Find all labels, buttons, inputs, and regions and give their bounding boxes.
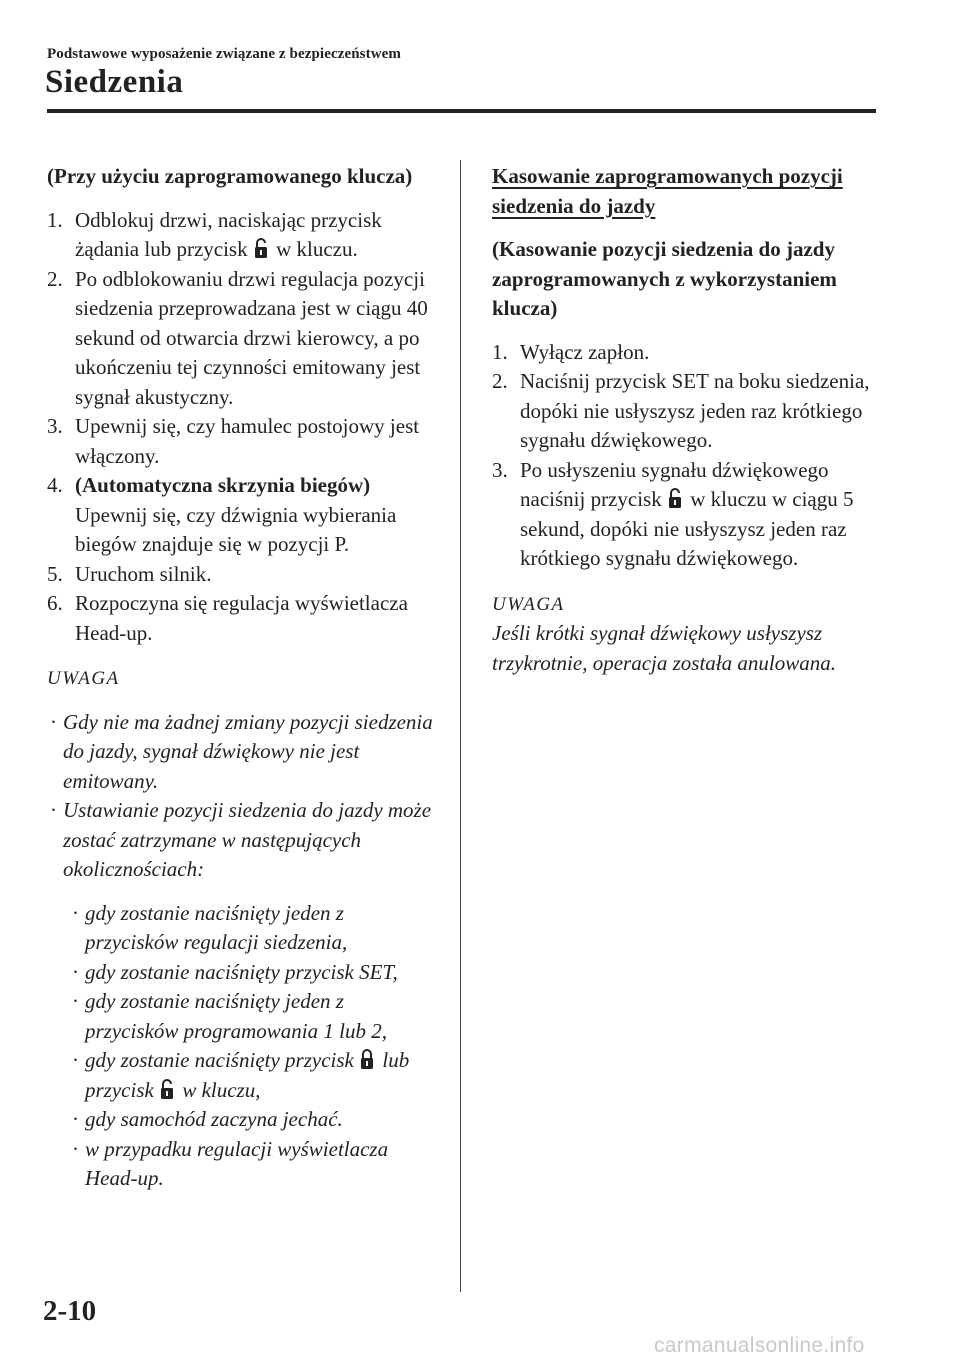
- sub-note-text: lub przycisk: [85, 1048, 410, 1102]
- step-text: Po usłyszeniu sygnału dźwiękowego naciśnij przycisk: [520, 457, 829, 511]
- step-text: Upewnij się, czy dźwignia wybierania biegów znajduje się w pozycji P.: [75, 502, 397, 556]
- sub-note-item: [47, 1046, 437, 1105]
- page-number: 2-10: [43, 1295, 97, 1327]
- sub-note-text: gdy zostanie naciśnięty jeden z przycisków programowania 1 lub 2,: [85, 989, 387, 1043]
- bullet-icon: ·: [72, 1136, 79, 1161]
- step-number: 4.: [47, 473, 63, 497]
- note-label: UWAGA: [492, 593, 565, 615]
- step-text: Upewnij się, czy hamulec postojowy jest włączony.: [75, 414, 420, 468]
- step-item: [47, 471, 437, 560]
- sub-note-text: gdy samochód zaczyna jechać.: [85, 1107, 343, 1131]
- step-text: Odblokuj drzwi, naciskając przycisk żądania lub przycisk: [75, 207, 382, 261]
- left-column: [47, 162, 437, 1194]
- step-number: 5.: [47, 561, 63, 586]
- step-number: 1.: [492, 339, 508, 364]
- lock-icon: [361, 1049, 373, 1069]
- section-label: Podstawowe wyposażenie związane z bezpieczeństwem: [47, 46, 401, 62]
- bullet-icon: ·: [72, 900, 79, 925]
- sub-note-item: [47, 958, 437, 988]
- unlock-icon: [255, 238, 267, 258]
- unlock-icon: [161, 1079, 173, 1099]
- step-text: Naciśnij przycisk SET na boku siedzenia, dopóki nie usłyszysz jeden raz krótkiego sygnału dźwiękowego.: [520, 369, 870, 452]
- sub-note-text: gdy zostanie naciśnięty przycisk SET,: [85, 959, 398, 984]
- right-column: [492, 162, 887, 678]
- step-item: [47, 206, 437, 265]
- step-item: [492, 456, 887, 574]
- watermark: carmanualsonline.info: [654, 1334, 865, 1357]
- section-heading: Kasowanie zaprogramowanych pozycji siedzenia do jazdy: [492, 164, 843, 218]
- sub-note-text: gdy zostanie naciśnięty przycisk: [85, 1048, 354, 1072]
- step-text: Wyłącz zapłon.: [520, 339, 650, 364]
- header-divider: [47, 109, 876, 113]
- left-steps: [47, 206, 437, 649]
- sub-note-list: [47, 899, 437, 1194]
- sub-note-text: w przypadku regulacji wyświetlacza Head-up.: [85, 1136, 389, 1190]
- sub-note-item: [47, 987, 437, 1046]
- sub-note-item: [47, 1105, 437, 1135]
- bullet-icon: ·: [50, 798, 57, 822]
- right-steps: [492, 338, 887, 574]
- note-item: [47, 708, 437, 797]
- bullet-icon: ·: [72, 1048, 79, 1072]
- right-subheading: (Kasowanie pozycji siedzenia do jazdy zaprogramowanych z wykorzystaniem klucza): [492, 237, 837, 320]
- page-title: Siedzenia: [45, 64, 184, 100]
- sub-note-text: w kluczu,: [182, 1077, 261, 1102]
- sub-note-item: [47, 899, 437, 958]
- note-text: Gdy nie ma żadnej zmiany pozycji siedzenia do jazdy, sygnał dźwiękowy nie jest emitowany.: [63, 709, 433, 793]
- step-text: w kluczu w ciągu 5 sekund, dopóki nie usłyszysz jeden raz krótkiego sygnału dźwiękowego.: [520, 487, 854, 570]
- note-item: [47, 796, 437, 1194]
- bullet-icon: ·: [72, 959, 79, 984]
- step-number: 2.: [47, 266, 63, 291]
- step-number: 2.: [492, 369, 508, 393]
- step-number: 3.: [47, 414, 63, 438]
- bullet-icon: ·: [72, 989, 79, 1013]
- step-number: 1.: [47, 207, 63, 232]
- note-label: UWAGA: [47, 668, 120, 689]
- step-text: Po odblokowaniu drzwi regulacja pozycji siedzenia przeprowadzana jest w ciągu 40 sekund od otwarcia drzwi kierowcy, a po ukończeniu tej czynności emitowany jest sygnał akustyczny.: [75, 266, 428, 409]
- note-text: Ustawianie pozycji siedzenia do jazdy może zostać zatrzymane w następujących okolicznościach:: [63, 798, 432, 881]
- bullet-icon: ·: [50, 709, 57, 734]
- step-item: [47, 412, 437, 471]
- step-text: Rozpoczyna się regulacja wyświetlacza Head-up.: [75, 591, 408, 645]
- bullet-icon: ·: [72, 1107, 79, 1131]
- left-subheading: (Przy użyciu zaprogramowanego klucza): [47, 164, 413, 188]
- step-text: w kluczu.: [276, 237, 358, 261]
- step-item: [492, 367, 887, 456]
- step-item: [47, 265, 437, 413]
- step-item: [47, 589, 437, 648]
- step-number: 3.: [492, 457, 508, 482]
- unlock-icon: [669, 488, 681, 508]
- sub-note-item: [47, 1135, 437, 1194]
- note-list: [47, 708, 437, 1194]
- sub-note-text: gdy zostanie naciśnięty jeden z przycisków regulacji siedzenia,: [85, 900, 348, 954]
- step-item: [47, 560, 437, 590]
- step-text: Uruchom silnik.: [75, 561, 212, 586]
- step-number: 6.: [47, 591, 63, 615]
- note-text: Jeśli krótki sygnał dźwiękowy usłyszysz trzykrotnie, operacja została anulowana.: [492, 621, 836, 675]
- step-condition: (Automatyczna skrzynia biegów): [75, 473, 371, 497]
- column-divider: [460, 160, 461, 1292]
- step-item: [492, 338, 887, 368]
